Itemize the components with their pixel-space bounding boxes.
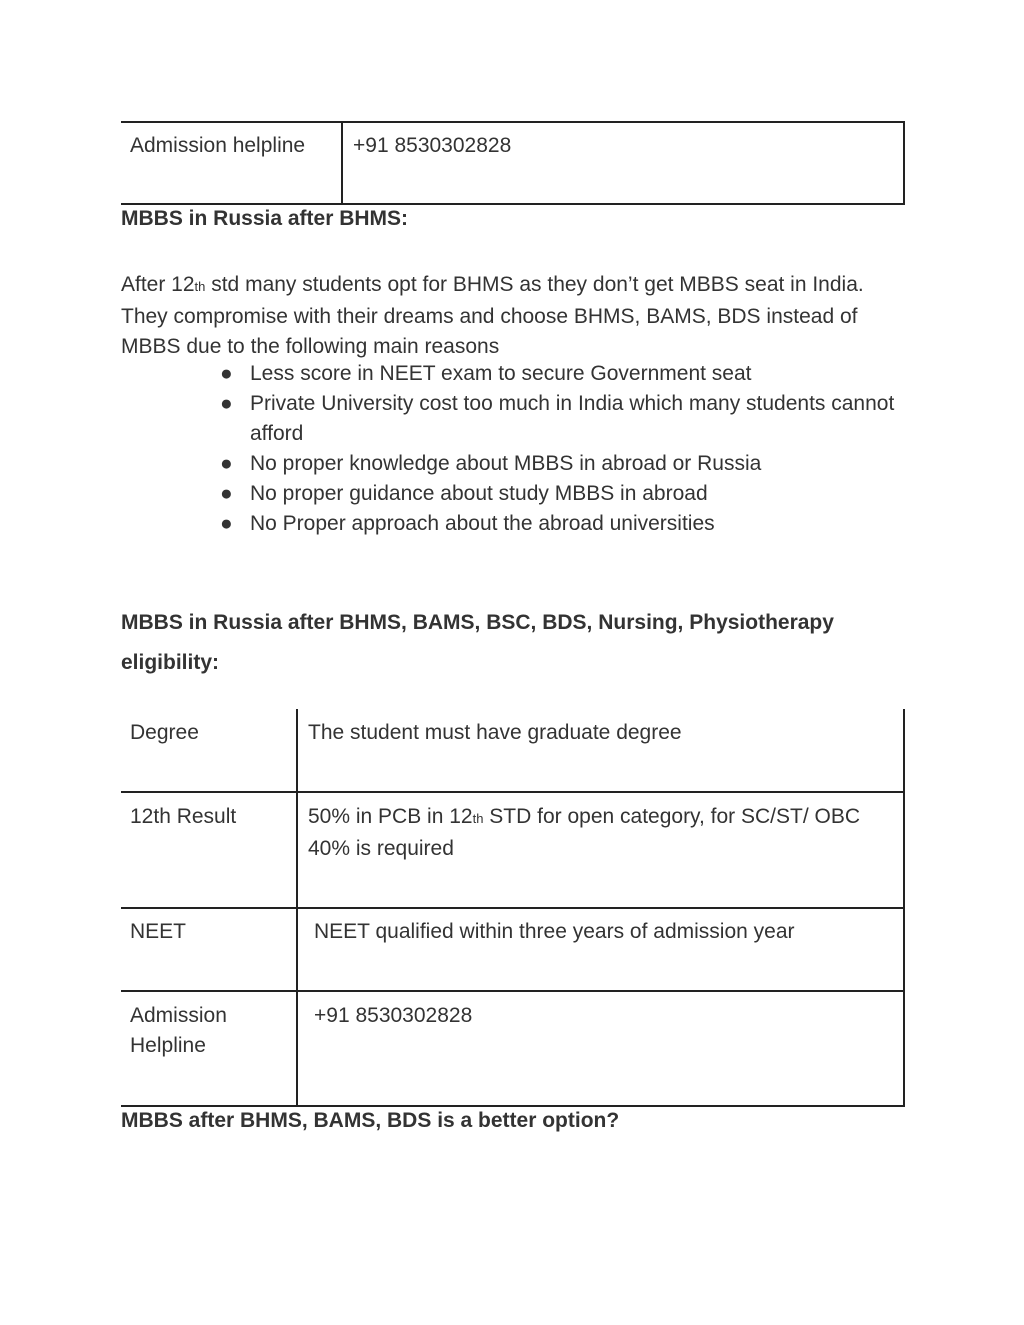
- section-heading-better-option: MBBS after BHMS, BAMS, BDS is a better option?: [121, 1109, 620, 1132]
- list-item: ● No proper knowledge about MBBS in abroad or Russia: [220, 449, 900, 479]
- row-divider: [121, 791, 905, 793]
- bullet-icon: ●: [220, 512, 233, 535]
- section-heading-eligibility: MBBS in Russia after BHMS, BAMS, BSC, BDS, Nursing, Physiotherapy eligibility:: [121, 611, 834, 674]
- row-label-neet: NEET: [130, 920, 187, 943]
- row-value-neet: NEET qualified within three years of admission year: [314, 920, 795, 943]
- list-item: ● Less score in NEET exam to secure Government seat: [220, 359, 900, 389]
- helpline-label: Admission helpline: [130, 134, 306, 157]
- row-divider: [121, 990, 905, 992]
- row-label-degree: Degree: [130, 721, 199, 744]
- list-item: ● No Proper approach about the abroad universities: [220, 509, 900, 539]
- intro-paragraph: After 12th std many students opt for BHMS as they don’t get MBBS seat in India. They compromise with their dreams and choose BHMS, BAMS, BDS instead of MBBS due to the following main reasons: [121, 273, 864, 358]
- row-value-degree: The student must have graduate degree: [308, 721, 682, 744]
- helpline-number: +91 8530302828: [353, 134, 512, 157]
- bullet-icon: ●: [220, 392, 233, 415]
- helpline-table: [121, 121, 905, 205]
- reasons-list: [220, 359, 900, 539]
- row-label-admission-helpline: Admission Helpline: [130, 1004, 227, 1057]
- row-divider: [121, 907, 905, 909]
- bullet-icon: ●: [220, 362, 233, 385]
- section-heading-bhms: MBBS in Russia after BHMS:: [121, 207, 409, 230]
- bullet-icon: ●: [220, 452, 233, 475]
- row-label-12th-result: 12th Result: [130, 805, 237, 828]
- table-bottom-border: [121, 1105, 905, 1107]
- row-value-admission-helpline: +91 8530302828: [314, 1004, 473, 1027]
- list-item: ● No proper guidance about study MBBS in abroad: [220, 479, 900, 509]
- bullet-icon: ●: [220, 482, 233, 505]
- row-value-12th-result: 50% in PCB in 12th STD for open category, for SC/ST/ OBC 40% is required: [308, 805, 861, 860]
- table-divider: [341, 123, 343, 203]
- eligibility-table: [121, 709, 905, 1107]
- list-item: ● Private University cost too much in India which many students cannot afford: [220, 389, 900, 449]
